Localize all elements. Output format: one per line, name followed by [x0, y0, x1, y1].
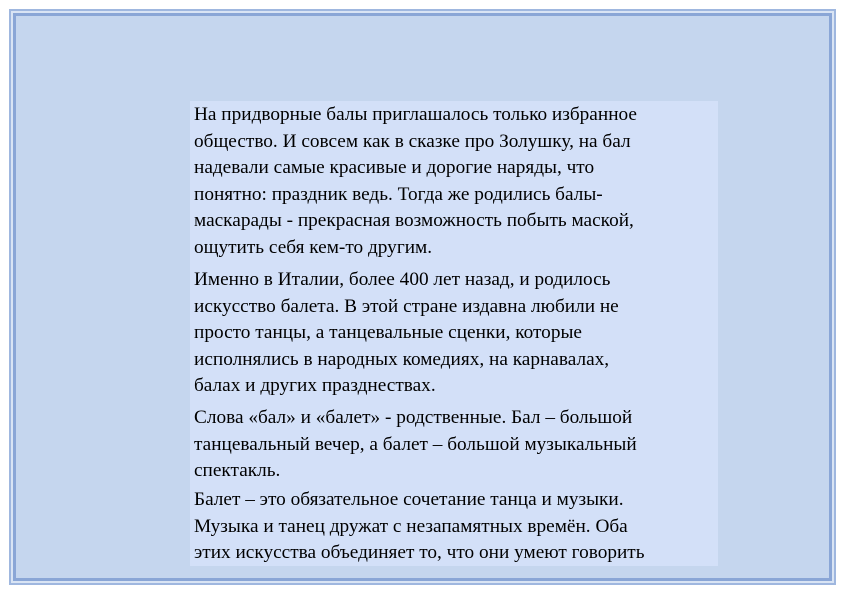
paragraph-dance-and-music: Балет – это обязательное сочетание танца и музыки. Музыка и танец дружат с незапамятных времён. Оба этих искусства объединяет то, что они умеют говорить: [194, 489, 645, 564]
paragraph-ball-and-ballet: Слова «бал» и «балет» - родственные. Бал – большой танцевальный вечер, а балет – большой музыкальный спектакль.: [194, 407, 637, 482]
slide-frame: [13, 13, 832, 581]
text-box: [190, 101, 718, 566]
paragraph-court-balls: На придворные балы приглашалось только избранное общество. И совсем как в сказке про Золушку, на бал надевали самые красивые и дорогие наряды, что понятно: праздник ведь. Тогда же родились балы- маскарады - прекрасная возможность побыть маской, ощутить себя кем-то другим.: [194, 104, 637, 258]
paragraph-ballet-origin: Именно в Италии, более 400 лет назад, и родилось искусство балета. В этой стране издавна любили не просто танцы, а танцевальные сценки, которые исполнялись в народных комедиях, на карнавалах, балах и других празднествах.: [194, 269, 619, 397]
